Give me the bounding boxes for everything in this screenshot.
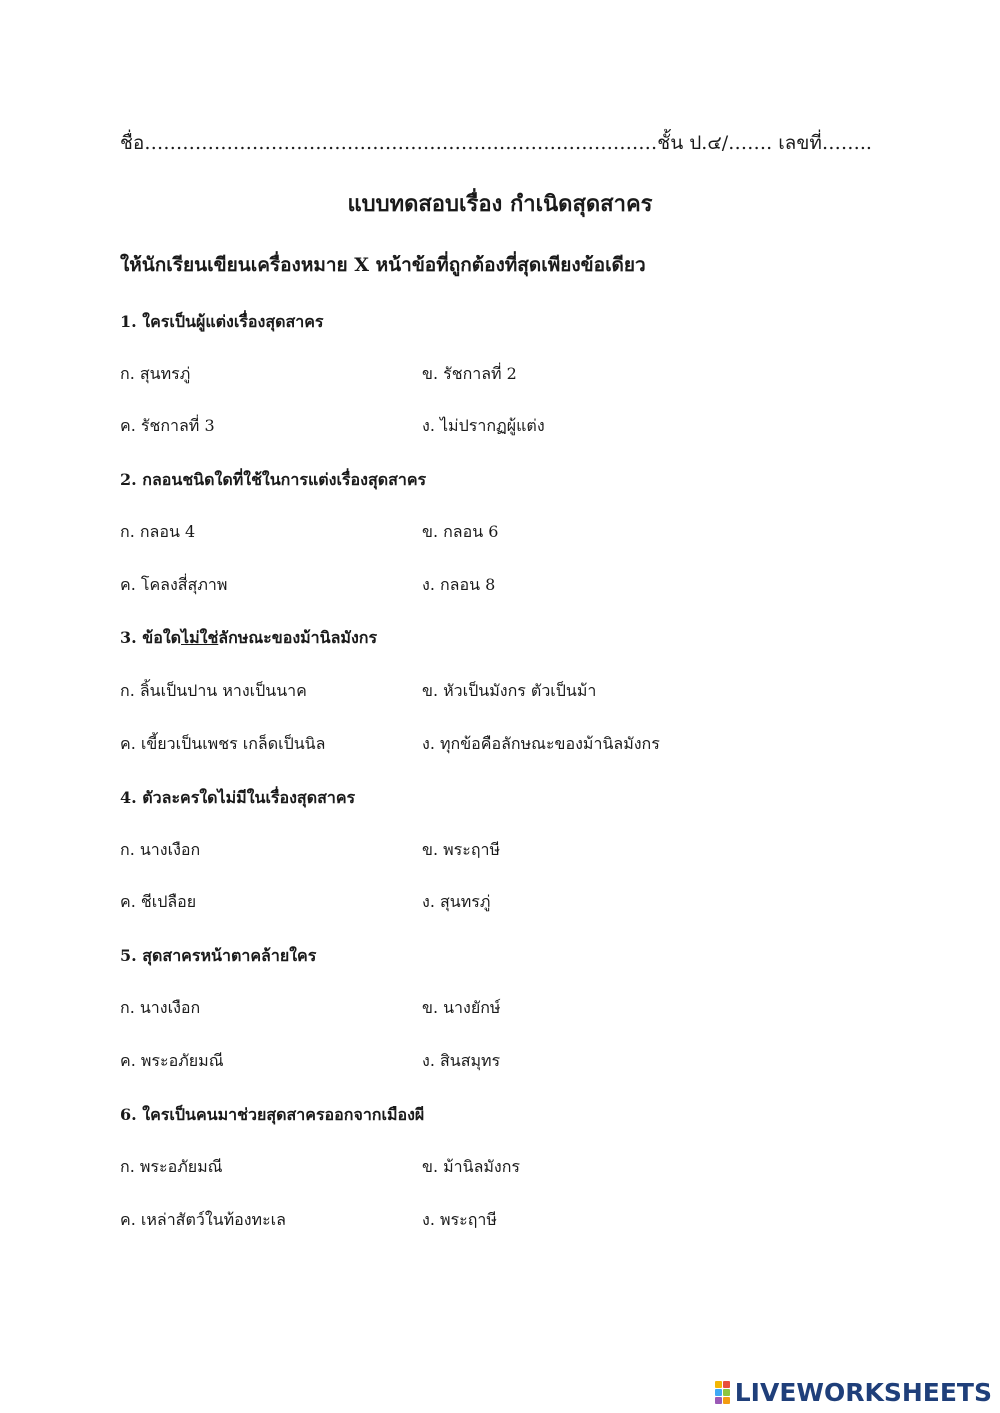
question-2: 2. กลอนชนิดใดที่ใช้ในการแต่งเรื่องสุดสาคร	[120, 470, 427, 489]
question-2-choice-a[interactable]: ก. กลอน 4	[120, 522, 196, 541]
question-1-choice-d[interactable]: ง. ไม่ปรากฏผู้แต่ง	[422, 416, 545, 435]
question-5: 5. สุดสาครหน้าตาคล้ายใคร	[120, 946, 317, 965]
question-6: 6. ใครเป็นคนมาช่วยสุดสาครออกจากเมืองผี	[120, 1105, 425, 1124]
question-1-choice-b[interactable]: ข. รัชกาลที่ 2	[422, 364, 517, 383]
question-1: 1. ใครเป็นผู้แต่งเรื่องสุดสาคร	[120, 312, 324, 331]
question-2-choice-c[interactable]: ค. โคลงสี่สุภาพ	[120, 575, 228, 594]
logo-square	[723, 1397, 730, 1404]
question-5-choice-c[interactable]: ค. พระอภัยมณี	[120, 1051, 224, 1070]
question-3-choice-d[interactable]: ง. ทุกข้อคือลักษณะของม้านิลมังกร	[422, 734, 660, 753]
question-4-choice-b[interactable]: ข. พระฤาษี	[422, 840, 501, 859]
logo-square	[715, 1397, 722, 1404]
question-2-choice-d[interactable]: ง. กลอน 8	[422, 575, 496, 594]
question-3-underlined-word: ไม่ใช่	[181, 628, 219, 647]
question-1-choice-a[interactable]: ก. สุนทรภู่	[120, 364, 191, 383]
question-3-choice-b[interactable]: ข. หัวเป็นมังกร ตัวเป็นม้า	[422, 681, 597, 700]
page-title: แบบทดสอบเรื่อง กำเนิดสุดสาคร	[347, 191, 653, 217]
question-1-choice-c[interactable]: ค. รัชกาลที่ 3	[120, 416, 215, 435]
question-3	[120, 626, 880, 651]
logo-square	[723, 1389, 730, 1396]
question-3-choice-a[interactable]: ก. ลิ้นเป็นปาน หางเป็นนาค	[120, 681, 307, 700]
liveworksheets-logo-icon	[715, 1381, 730, 1404]
question-5-choice-a[interactable]: ก. นางเงือก	[120, 998, 201, 1017]
logo-square	[723, 1381, 730, 1388]
question-3-text-start: 3. ข้อใด	[120, 628, 182, 647]
question-6-choice-d[interactable]: ง. พระฤาษี	[422, 1210, 497, 1229]
question-3-text-end: ลักษณะของม้านิลมังกร	[218, 628, 378, 647]
question-6-choice-b[interactable]: ข. ม้านิลมังกร	[422, 1157, 521, 1176]
question-2-choice-b[interactable]: ข. กลอน 6	[422, 522, 499, 541]
logo-square	[715, 1381, 722, 1388]
question-5-choice-b[interactable]: ข. นางยักษ์	[422, 998, 501, 1017]
question-4-choice-c[interactable]: ค. ชีเปลือย	[120, 892, 197, 911]
question-6-choice-c[interactable]: ค. เหล่าสัตว์ในท้องทะเล	[120, 1210, 286, 1229]
question-5-choice-d[interactable]: ง. สินสมุทร	[422, 1051, 501, 1070]
question-4: 4. ตัวละครใดไม่มีในเรื่องสุดสาคร	[120, 788, 356, 807]
question-4-choice-a[interactable]: ก. นางเงือก	[120, 840, 201, 859]
name-class-number-line: ชื่อ………………………………………………………………………ชั้น ป.๔/……. เลขที่……..	[120, 132, 872, 154]
logo-square	[715, 1389, 722, 1396]
question-3-choice-c[interactable]: ค. เขี้ยวเป็นเพชร เกล็ดเป็นนิล	[120, 734, 326, 753]
liveworksheets-watermark	[715, 1378, 992, 1407]
question-4-choice-d[interactable]: ง. สุนทรภู่	[422, 892, 491, 911]
question-6-choice-a[interactable]: ก. พระอภัยมณี	[120, 1157, 223, 1176]
instruction-text: ให้นักเรียนเขียนเครื่องหมาย X หน้าข้อที่ถูกต้องที่สุดเพียงข้อเดียว	[120, 254, 646, 276]
liveworksheets-wordmark: LIVEWORKSHEETS	[734, 1378, 992, 1407]
